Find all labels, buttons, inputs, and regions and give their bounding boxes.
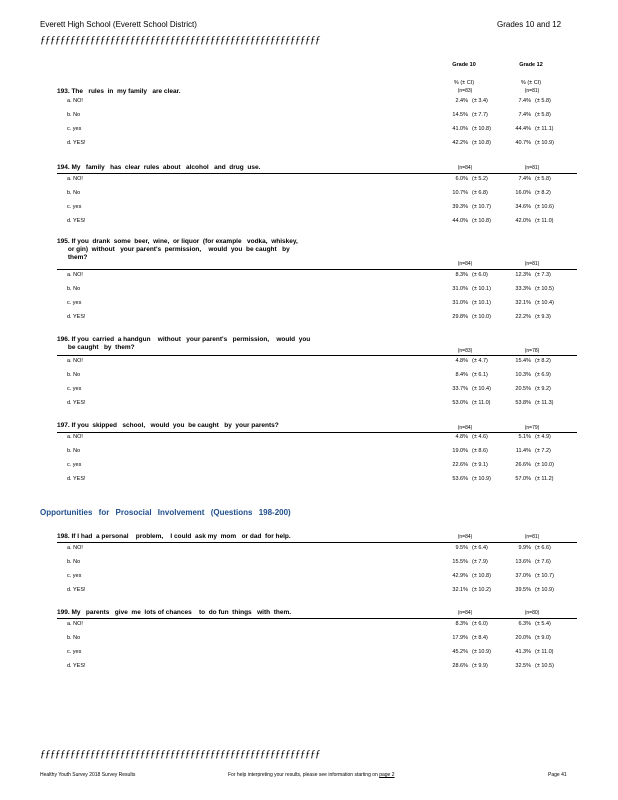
sample-size-grade-12: (n=79) <box>524 425 540 431</box>
sample-size-grade-12: (n=81) <box>524 534 540 540</box>
footer-survey-name: Healthy Youth Survey 2018 Survey Results <box>40 772 136 778</box>
question-rule <box>57 269 577 270</box>
sample-size-grade-10: (n=84) <box>457 534 473 540</box>
question-title: 197. If you skipped school, would you be caught by your parents? <box>57 422 279 429</box>
question-rule <box>57 432 577 433</box>
question-block <box>57 422 577 482</box>
footer-page-number: Page 41 <box>548 772 567 778</box>
sample-size-grade-12: (n=81) <box>524 88 540 94</box>
question-rule <box>57 355 577 356</box>
response-row: b. No 14.5% (± 7.7) 7.4% (± 5.8) <box>67 112 551 118</box>
sample-size-grade-12: (n=81) <box>524 165 540 171</box>
sample-size-grade-10: (n=84) <box>457 165 473 171</box>
report-header-school: Everett High School (Everett School District) <box>40 20 197 29</box>
question-block <box>57 88 577 146</box>
sample-size-grade-10: (n=84) <box>457 610 473 616</box>
response-row: a. NO! 8.3% (± 6.0) 6.3% (± 5.4) <box>67 621 551 627</box>
response-row: b. No 10.7% (± 6.8) 16.0% (± 8.2) <box>67 190 551 196</box>
question-title: 196. If you carried a handgun without your parent's permission, would you be caught by them? <box>57 336 311 351</box>
column-stat-label-grade-12: % (± CI) <box>520 80 542 86</box>
report-header-grades: Grades 10 and 12 <box>497 20 562 29</box>
response-row: d. YES! 32.1% (± 10.2) 39.5% (± 10.9) <box>67 587 554 593</box>
column-stat-label-grade-10: % (± CI) <box>453 80 475 86</box>
section-heading: Opportunities for Prosocial Involvement (Questions 198-200) <box>40 508 291 517</box>
response-row: c. yes 39.3% (± 10.7) 34.6% (± 10.6) <box>67 204 554 210</box>
question-block <box>57 533 577 593</box>
response-row: c. yes 41.0% (± 10.8) 44.4% (± 11.1) <box>67 126 554 132</box>
response-row: a. NO! 6.0% (± 5.2) 7.4% (± 5.8) <box>67 176 551 182</box>
sample-size-grade-12: (n=78) <box>524 348 540 354</box>
column-header-grade-10: Grade 10 <box>452 62 476 68</box>
response-row: d. YES! 29.8% (± 10.0) 22.2% (± 9.3) <box>67 314 551 320</box>
response-row: a. NO! 4.8% (± 4.7) 15.4% (± 8.2) <box>67 358 551 364</box>
sample-size-grade-12: (n=80) <box>524 610 540 616</box>
question-rule <box>57 173 577 174</box>
response-row: b. No 15.5% (± 7.9) 13.6% (± 7.6) <box>67 559 551 565</box>
footer-page-link[interactable]: page 2 <box>379 772 395 778</box>
response-row: a. NO! 9.5% (± 6.4) 9.9% (± 6.6) <box>67 545 551 551</box>
response-row: d. YES! 53.0% (± 11.0) 53.8% (± 11.3) <box>67 400 554 406</box>
question-title: 195. If you drank some beer, wine, or liquor (for example vodka, whiskey, or gin) without your parent's permission, would you be caught by them? <box>57 238 298 261</box>
sample-size-grade-10: (n=83) <box>457 348 473 354</box>
response-row: c. yes 42.9% (± 10.8) 37.0% (± 10.7) <box>67 573 554 579</box>
response-row: b. No 31.0% (± 10.1) 33.3% (± 10.5) <box>67 286 554 292</box>
sample-size-grade-12: (n=81) <box>524 261 540 267</box>
response-row: d. YES! 42.2% (± 10.8) 40.7% (± 10.9) <box>67 140 554 146</box>
question-title: 198. If I had a personal problem, I could ask my mom or dad for help. <box>57 533 291 540</box>
response-row: a. NO! 4.8% (± 4.6) 5.1% (± 4.9) <box>67 434 551 440</box>
question-title: 193. The rules in my family are clear. <box>57 88 181 95</box>
response-row: c. yes 45.2% (± 10.9) 41.3% (± 11.0) <box>67 649 554 655</box>
response-row: d. YES! 53.6% (± 10.9) 57.0% (± 11.2) <box>67 476 554 482</box>
sample-size-grade-10: (n=84) <box>457 425 473 431</box>
question-rule <box>57 618 577 619</box>
response-row: b. No 19.0% (± 8.6) 11.4% (± 7.2) <box>67 448 551 454</box>
sample-size-grade-10: (n=83) <box>457 88 473 94</box>
question-rule <box>57 542 577 543</box>
question-title: 194. My family has clear rules about alcohol and drug use. <box>57 164 261 171</box>
response-row: a. NO! 8.3% (± 6.0) 12.3% (± 7.3) <box>67 272 551 278</box>
response-row: c. yes 22.6% (± 9.1) 26.6% (± 10.0) <box>67 462 554 468</box>
footer-decorative-rule: ƒƒƒƒƒƒƒƒƒƒƒƒƒƒƒƒƒƒƒƒƒƒƒƒƒƒƒƒƒƒƒƒƒƒƒƒƒƒƒƒƒƒƒƒƒƒƒƒƒƒƒƒƒƒƒƒ <box>40 748 320 760</box>
question-title: 199. My parents give me lots of chances to do fun things with them. <box>57 609 292 616</box>
header-decorative-rule: ƒƒƒƒƒƒƒƒƒƒƒƒƒƒƒƒƒƒƒƒƒƒƒƒƒƒƒƒƒƒƒƒƒƒƒƒƒƒƒƒƒƒƒƒƒƒƒƒƒƒƒƒƒƒƒƒ <box>40 34 320 46</box>
column-header-grade-12: Grade 12 <box>519 62 543 68</box>
question-block <box>57 609 577 669</box>
question-block <box>57 164 577 224</box>
sample-size-grade-10: (n=84) <box>457 261 473 267</box>
response-row: d. YES! 28.6% (± 9.9) 32.5% (± 10.5) <box>67 663 554 669</box>
response-row: d. YES! 44.0% (± 10.8) 42.0% (± 11.0) <box>67 218 554 224</box>
question-block <box>57 336 577 406</box>
response-row: c. yes 31.0% (± 10.1) 32.1% (± 10.4) <box>67 300 554 306</box>
response-row: a. NO! 2.4% (± 3.4) 7.4% (± 5.8) <box>67 98 551 104</box>
footer-help-text: For help interpreting your results, please see information starting on page 2 <box>228 772 395 778</box>
question-block <box>57 238 577 320</box>
response-row: b. No 8.4% (± 6.1) 10.3% (± 6.9) <box>67 372 551 378</box>
response-row: b. No 17.9% (± 8.4) 20.0% (± 9.0) <box>67 635 551 641</box>
response-row: c. yes 33.7% (± 10.4) 20.5% (± 9.2) <box>67 386 551 392</box>
